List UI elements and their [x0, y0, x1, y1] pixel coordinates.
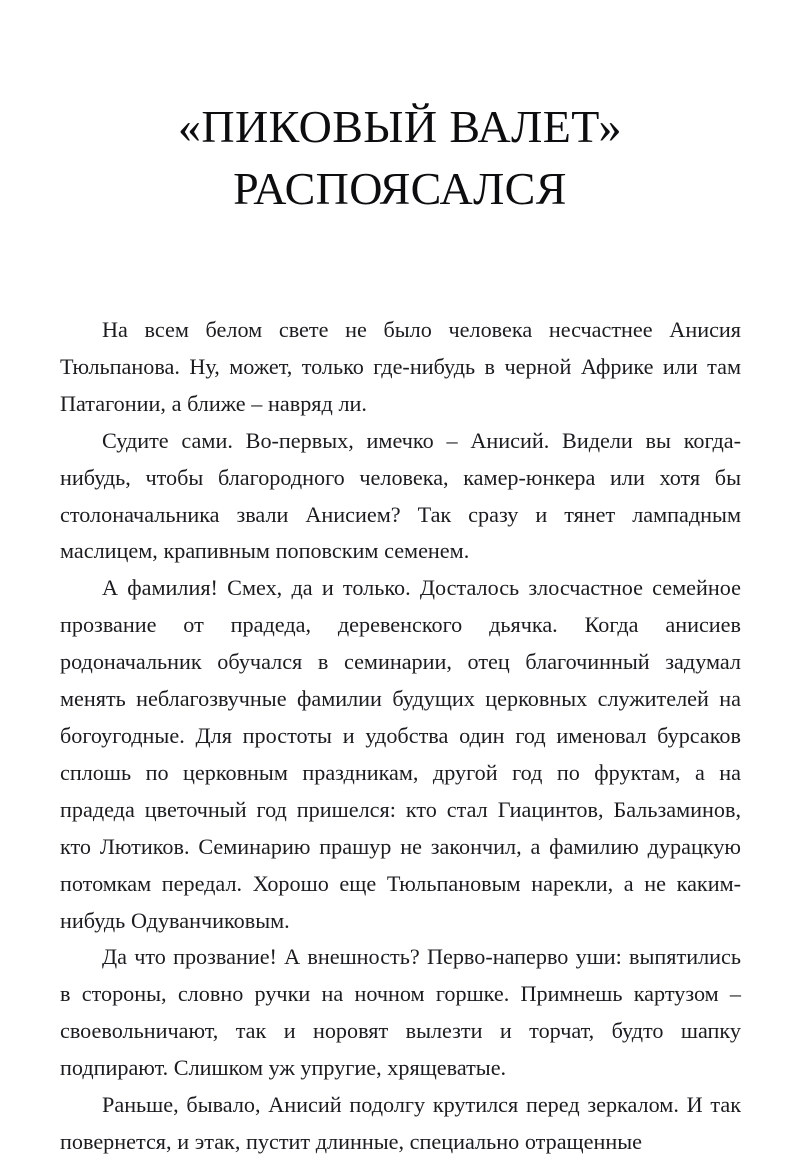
- chapter-title: [0, 96, 800, 220]
- body-text-block: [60, 312, 741, 1161]
- body-paragraph: Раньше, бывало, Анисий подолгу крутился перед зеркалом. И так повернется, и этак, пустит длинные, специально отращенные: [60, 1092, 741, 1154]
- chapter-title-line-2: РАСПОЯСАЛСЯ: [233, 163, 567, 214]
- chapter-title-line-1: «ПИКОВЫЙ ВАЛЕТ»: [178, 101, 622, 152]
- body-paragraph: Да что прозвание! А внешность? Перво-наперво уши: выпятились в стороны, словно ручки на ночном горшке. Примнешь картузом – своевольничают, так и норовят вылезти и торчат, будто шапку подпирают. Слишком уж упругие, хрящеватые.: [60, 944, 741, 1081]
- body-paragraph: Судите сами. Во-первых, имечко – Анисий. Видели вы когда-нибудь, чтобы благородного человека, камер-юнкера или хотя бы столоначальника звали Анисием? Так сразу и тянет лампадным маслицем, крапивным поповским семенем.: [60, 427, 741, 564]
- body-paragraph: На всем белом свете не было человека несчастнее Анисия Тюльпанова. Ну, может, только где-нибудь в черной Африке или там Патагонии, а ближе – навряд ли.: [60, 317, 741, 416]
- body-paragraph: А фамилия! Смех, да и только. Досталось злосчастное семейное прозвание от прадеда, деревенского дьячка. Когда анисиев родоначальник обучался в семинарии, отец благочинный задумал менять неблагозвучные фамилии будущих церковных служителей на богоугодные. Для простоты и удобства один год именовал бурсаков сплошь по церковным праздникам, другой год по фруктам, а на прадеда цветочный год пришелся: кто стал Гиацинтов, Бальзаминов, кто Лютиков. Семинарию прашур не закончил, а фамилию дурацкую потомкам передал. Хорошо еще Тюльпановым нарекли, а не каким-нибудь Одуванчиковым.: [60, 575, 741, 933]
